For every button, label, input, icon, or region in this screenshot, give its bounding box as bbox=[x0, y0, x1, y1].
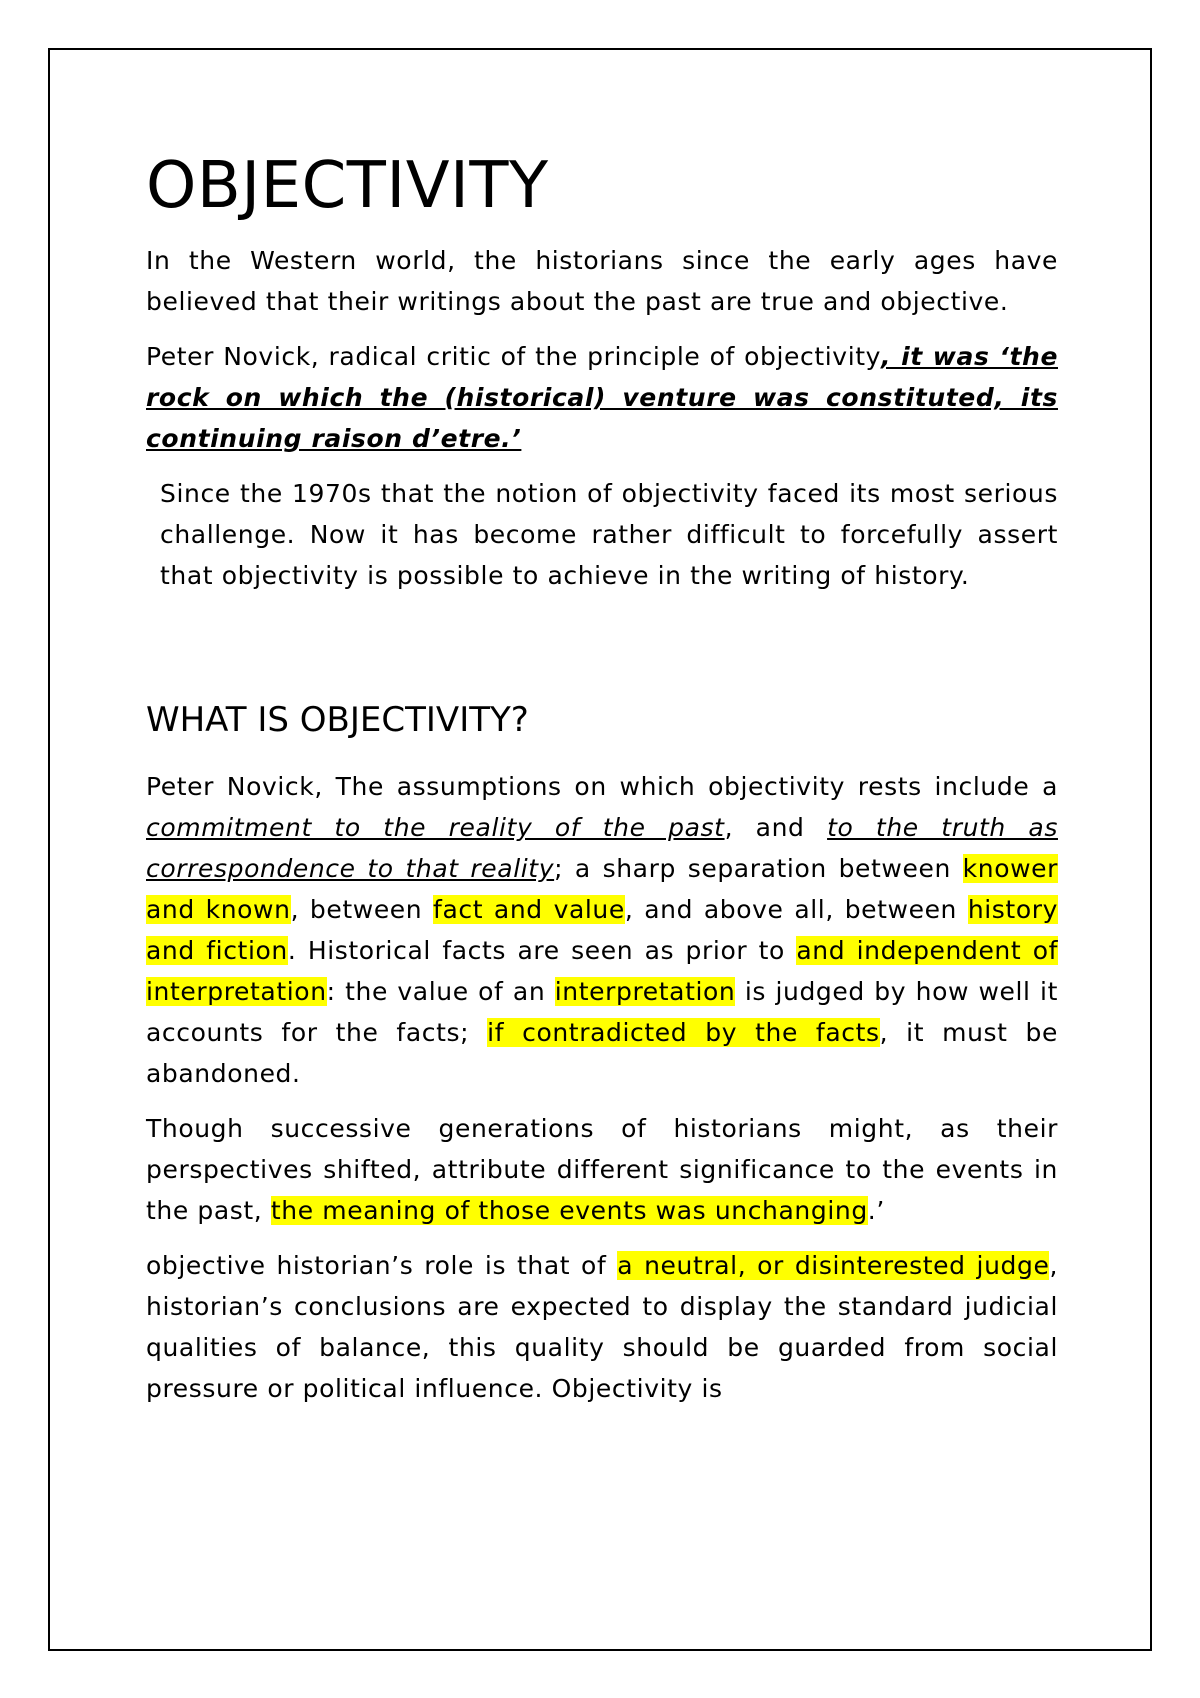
text-run: Peter Novick, The assumptions on which objectivity rests include a bbox=[146, 772, 1058, 801]
novick-lead-text: Peter Novick, radical critic of the principle of objectivity bbox=[146, 342, 882, 371]
text-run: , and above all, between bbox=[624, 895, 968, 924]
text-run: , historian’s conclusions are expected to display the standard judicial qualities of balance, this quality should be guarded from social pressure or political influence. Objectivity is bbox=[146, 1251, 1058, 1403]
novick-quote: , it was ‘the rock on which the (historical) venture was constituted, its continuing raison d’etre.’ bbox=[146, 342, 1058, 453]
highlighted-phrase: interpretation bbox=[554, 977, 736, 1006]
highlighted-phrase: history and fiction bbox=[146, 895, 1058, 965]
document-body bbox=[146, 140, 1058, 1423]
section-paragraph-1 bbox=[146, 766, 1058, 1094]
text-run: is judged by how well it accounts for the facts; bbox=[146, 977, 1058, 1047]
text-run: ; a sharp separation between bbox=[554, 854, 963, 883]
intro-paragraph-2 bbox=[146, 336, 1058, 459]
text-run: Though successive generations of historians might, as their perspectives shifted, attribute different significance to the events in the past, bbox=[146, 1114, 1058, 1225]
section-paragraph-3 bbox=[146, 1245, 1058, 1409]
text-run: , and bbox=[724, 813, 828, 842]
text-run: , between bbox=[290, 895, 434, 924]
section-spacer bbox=[146, 610, 1058, 696]
highlighted-phrase: if contradicted by the facts bbox=[487, 1018, 880, 1047]
highlighted-phrase: the meaning of those events was unchanging bbox=[270, 1196, 868, 1225]
text-run: , it must be abandoned. bbox=[146, 1018, 1059, 1088]
highlighted-phrase: fact and value bbox=[433, 895, 625, 924]
highlighted-phrase: knower and known bbox=[146, 854, 1058, 924]
section-heading: WHAT IS OBJECTIVITY? bbox=[146, 700, 529, 740]
intro-paragraph-1: In the Western world, the historians since the early ages have believed that their writings about the past are true and objective. bbox=[146, 246, 1058, 316]
document-title: OBJECTIVITY bbox=[146, 149, 549, 223]
highlighted-phrase: and independent of interpretation bbox=[146, 936, 1058, 1006]
text-run: : the value of an bbox=[326, 977, 555, 1006]
underlined-phrase: commitment to the reality of the past bbox=[146, 813, 725, 842]
intro-paragraph-3: Since the 1970s that the notion of objectivity faced its most serious challenge. Now it has become rather difficult to forcefully assert that objectivity is possible to achieve in the writing of history. bbox=[160, 479, 1058, 590]
text-run: . Historical facts are seen as prior to bbox=[287, 936, 797, 965]
highlighted-phrase: a neutral, or disinterested judge bbox=[617, 1251, 1050, 1280]
underlined-phrase: to the truth as correspondence to that reality bbox=[146, 813, 1058, 883]
text-run: objective historian’s role is that of bbox=[146, 1251, 618, 1280]
section-paragraph-2 bbox=[146, 1108, 1058, 1231]
text-run: .’ bbox=[867, 1196, 885, 1225]
